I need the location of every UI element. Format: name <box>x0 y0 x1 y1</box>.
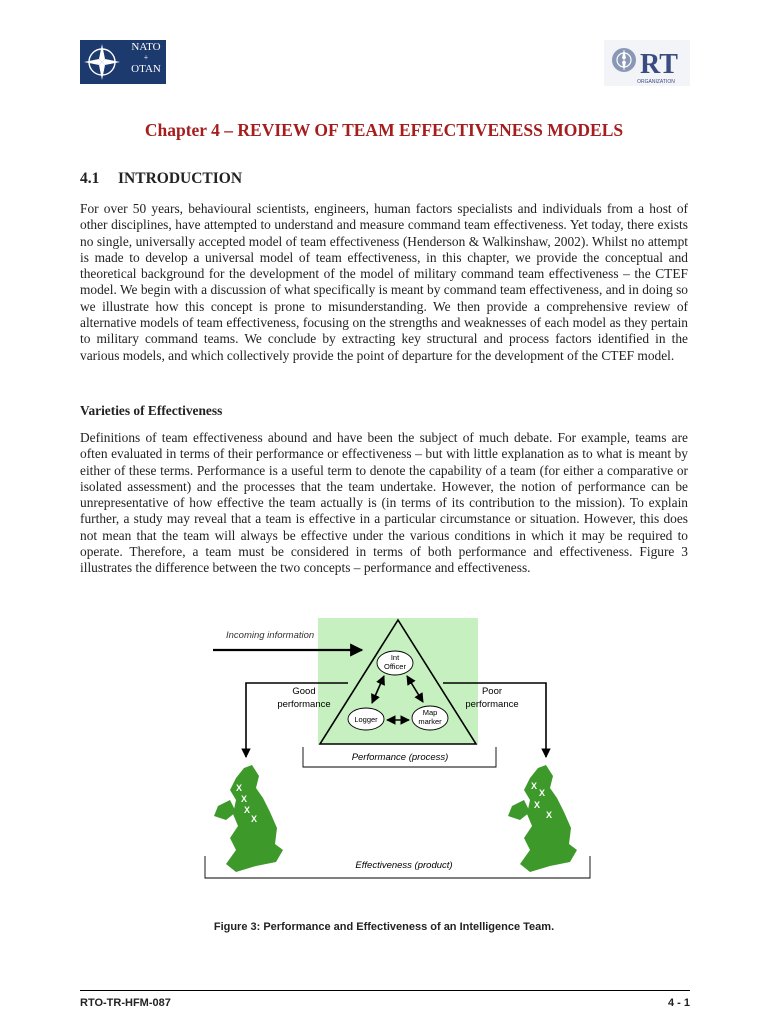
intro-paragraph: For over 50 years, behavioural scientists, engineers, human factors specialists and individuals from a host of other disciplines, have attempted to understand and measure command team effectiveness. Yet today, there exists no single, universally accepted model of team effectiveness (Henderson & Walkinshaw, 2002). Whilst no attempt is made to develop a universal model of team effectiveness, in this chapter, we provide the conceptual and theoretical background for the development of the model of military command team effectiveness – the CTEF model. We begin with a discussion of what specifically is meant by command team effectiveness, and in doing so we illustrate how this concept is prone to misunderstanding. We then provide a comprehensive review of alternative models of team effectiveness, focusing on the strengths and weaknesses of each model as they pertain to military command teams. We conclude by extracting key structural and process factors identified in the various models, and which collectively provide the point of departure for the development of the CTEF model. <box>80 201 688 363</box>
x-mark: X <box>243 805 251 815</box>
x-mark: X <box>545 810 553 820</box>
process-highlight-box <box>318 618 478 744</box>
effectiveness-label: Effectiveness (product) <box>355 860 453 871</box>
int-officer-node <box>377 651 413 675</box>
section-number: 4.1 <box>80 170 100 187</box>
x-mark: X <box>235 783 243 793</box>
figure-caption: Figure 3: Performance and Effectiveness of an Intelligence Team. <box>213 921 555 933</box>
performance-label: Performance (process) <box>351 752 449 763</box>
rto-logo <box>604 40 690 86</box>
map-marker-line1: Map <box>422 708 438 717</box>
logger-label: Logger <box>354 715 378 724</box>
subheading: Varieties of Effectiveness <box>80 403 223 418</box>
britain-map-left <box>214 765 283 872</box>
x-mark: X <box>538 788 546 798</box>
map-marker-line2: marker <box>418 717 442 726</box>
poor-performance-line2: performance <box>465 699 519 710</box>
rto-emblem-icon <box>604 40 690 86</box>
nato-logo-plus: + <box>143 53 149 62</box>
rto-logo-label: ORGANIZATION <box>637 79 675 85</box>
otan-logo-word: OTAN <box>131 63 161 75</box>
logger-node <box>348 708 384 730</box>
chapter-title: Chapter 4 – REVIEW OF TEAM EFFECTIVENESS MODELS <box>144 120 624 140</box>
incoming-label: Incoming information <box>226 630 315 641</box>
effectiveness-paragraph: Definitions of team effectiveness abound and have been the subject of much debate. For example, teams are often evaluated in terms of their performance or effectiveness – but with little explanation as to what is meant by either of these terms. Performance is a useful term to denote the capability of a team (for either a comparative or isolated assessment) and the processes that the team undertake. However, the notion of performance can be unrepresentative of how effective the team actually is (in terms of its contribution to the mission). To explain further, a study may reveal that a team is effective in a particular circumstance or situation. However, this does not mean that the team will always be effective under the various conditions in which it may be required to operate. Therefore, a team must be considered in terms of both performance and effectiveness. Figure 3 illustrates the difference between the two concepts – performance and effectiveness. <box>80 430 688 576</box>
good-performance-line2: performance <box>277 699 331 710</box>
footer-page-number: 4 - 1 <box>667 997 690 1009</box>
section-heading <box>80 170 242 188</box>
x-mark: X <box>240 794 248 804</box>
nato-otan-logo <box>80 40 166 84</box>
footer-doc-id: RTO-TR-HFM-087 <box>80 997 171 1009</box>
poor-performance-line1: Poor <box>481 686 503 697</box>
britain-map-right <box>508 765 577 872</box>
map-marker-node <box>412 706 448 730</box>
x-mark: X <box>533 800 541 810</box>
section-title: INTRODUCTION <box>118 170 243 187</box>
svg-text:RT: RT <box>640 49 678 80</box>
int-officer-line2: Officer <box>384 662 406 671</box>
x-mark: X <box>250 814 258 824</box>
performance-effectiveness-figure <box>0 600 768 900</box>
int-officer-line1: Int <box>390 653 400 662</box>
good-performance-line1: Good <box>292 686 316 697</box>
x-mark: X <box>530 781 538 791</box>
footer-rule <box>80 990 690 991</box>
compass-rose-icon <box>80 40 124 84</box>
nato-logo-word: NATO <box>131 41 161 53</box>
